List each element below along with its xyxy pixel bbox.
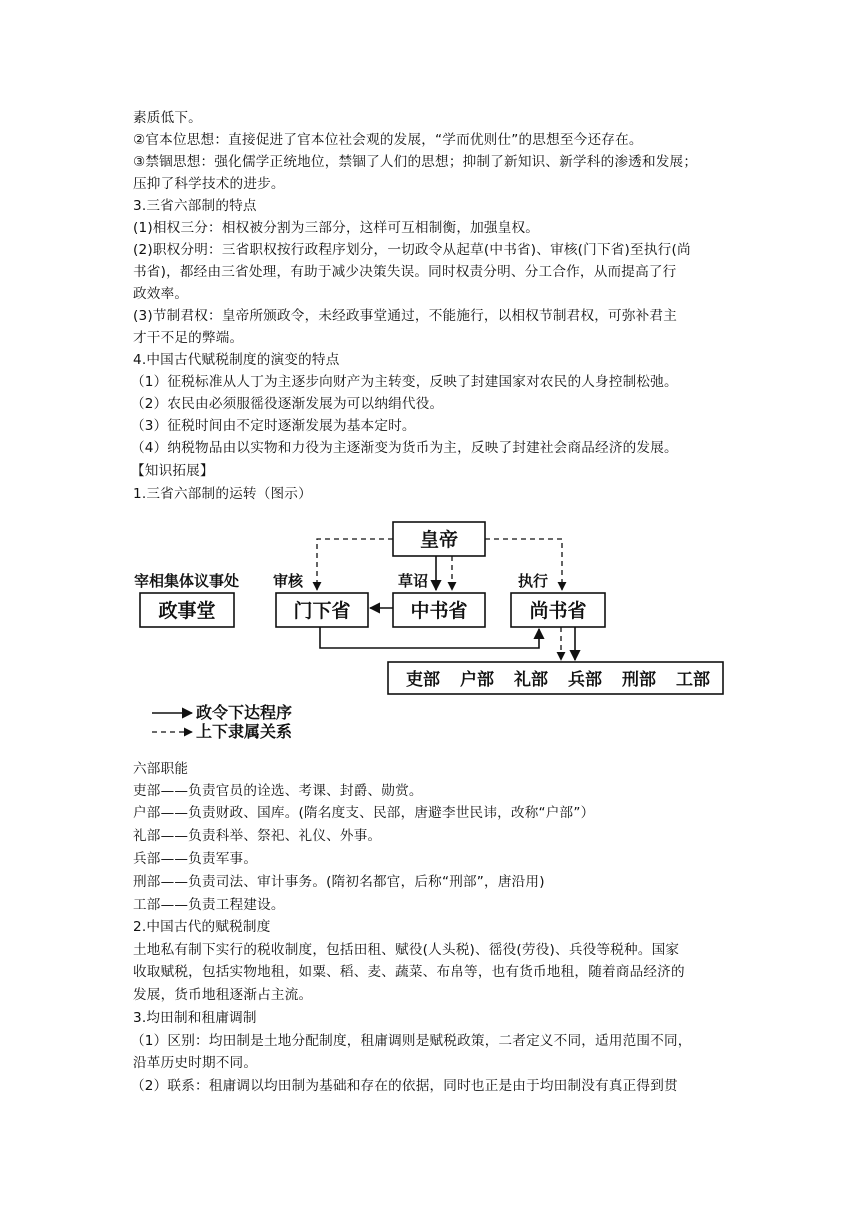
text-line: 礼部——负责科举、祭祀、礼仪、外事。 [133,828,382,844]
emperor-box [393,522,485,556]
shangshu-name: 尚书省 [529,600,587,622]
legend-solid-label: 政令下达程序 [196,703,293,722]
legend-dashed-label: 上下隶属关系 [196,722,293,741]
section-heading: 【知识拓展】 [131,463,214,479]
text-line: 才干不足的弊端。 [133,330,244,346]
department-label: 礼部 [514,670,548,690]
text-line: 工部——负责工程建设。 [133,897,285,913]
text-line: (1)相权三分：相权被分割为三部分，这样可互相制衡，加强皇权。 [133,220,540,236]
emperor-label: 皇帝 [419,529,459,551]
review-label: 审核 [273,572,304,590]
zhongshu-box [393,593,485,627]
text-line: （3）征税时间由不定时逐渐发展为基本定时。 [131,418,416,434]
text-line: 土地私有制下实行的税收制度，包括田租、赋役(人头税)、徭役(劳役)、兵役等税种。国家 [133,942,680,958]
dashed-emperor-menxia [317,539,393,590]
section-heading: 3.三省六部制的特点 [133,198,257,214]
menxia-name: 门下省 [293,600,351,622]
section-heading: 六部职能 [133,761,189,777]
council-label: 宰相集体议事处 [134,572,240,590]
department-label: 户部 [460,670,494,690]
council-box [140,593,234,627]
text-line: （4）纳税物品由以实物和力役为主逐渐变为货币为主，反映了封建社会商品经济的发展。 [131,440,678,456]
department-label: 工部 [676,670,710,690]
text-line: 户部——负责财政、国库。(隋名度支、民部，唐避李世民讳，改称“户部”） [133,805,595,821]
three-departments-diagram [130,518,730,746]
department-label: 兵部 [568,670,602,690]
menxia-box [276,593,368,627]
diagram-svg [130,518,730,746]
text-line: （1）征税标准从人丁为主逐步向财产为主转变，反映了封建国家对农民的人身控制松弛。 [131,374,678,390]
text-line: ③禁锢思想：强化儒学正统地位，禁锢了人们的思想；抑制了新知识、新学科的渗透和发展； [133,154,698,170]
text-line: 素质低下。 [133,110,202,126]
department-label: 刑部 [622,670,656,690]
text-line: 发展，货币地租逐渐占主流。 [133,987,313,1003]
department-label: 吏部 [406,670,440,690]
text-line: 吏部——负责官员的诠选、考课、封爵、勋赏。 [133,783,423,799]
text-line: 兵部——负责军事。 [133,851,258,867]
section-heading: 1.三省六部制的运转（图示） [133,486,312,502]
text-line: （2）联系：租庸调以均田制为基础和存在的依据，同时也正是由于均田制没有真正得到贯 [131,1078,678,1094]
text-line: 收取赋税，包括实物地租，如粟、稻、麦、蔬菜、布帛等，也有货币地租，随着商品经济的 [133,964,685,980]
council-name: 政事堂 [158,600,216,622]
text-line: 书省)，都经由三省处理，有助于减少决策失误。同时权责分明、分工合作，从而提高了行 [133,264,677,280]
draft-label: 草诏 [398,572,429,590]
execute-label: 执行 [518,572,549,590]
section-heading: 2.中国古代的赋税制度 [133,919,271,935]
text-line: 政效率。 [133,286,189,302]
text-line: (2)职权分明：三省职权按行政程序划分，一切政令从起草(中书省)、审核(门下省)至执行(尚 [133,242,691,258]
shangshu-box [511,593,605,627]
text-line: 压抑了科学技术的进步。 [133,176,285,192]
text-line: 刑部——负责司法、审计事务。(隋初名都官，后称“刑部”，唐沿用) [133,874,545,890]
text-line: (3)节制君权：皇帝所颁政令，未经政事堂通过，不能施行，以相权节制君权，可弥补君主 [133,308,678,324]
text-line: （1）区别：均田制是土地分配制度，租庸调则是赋税政策，二者定义不同，适用范围不同， [131,1033,692,1049]
text-line: 沿革历史时期不同。 [133,1055,258,1071]
text-line: ②官本位思想：直接促进了官本位社会观的发展，“学而优则仕”的思想至今还存在。 [133,132,643,148]
departments-box [388,662,723,694]
text-line: （2）农民由必须服徭役逐渐发展为可以纳绢代役。 [131,396,444,412]
section-heading: 3.均田制和租庸调制 [133,1010,257,1026]
solid-menxia-shangshu [320,627,539,648]
zhongshu-name: 中书省 [410,600,468,622]
section-heading: 4.中国古代赋税制度的演变的特点 [133,352,340,368]
